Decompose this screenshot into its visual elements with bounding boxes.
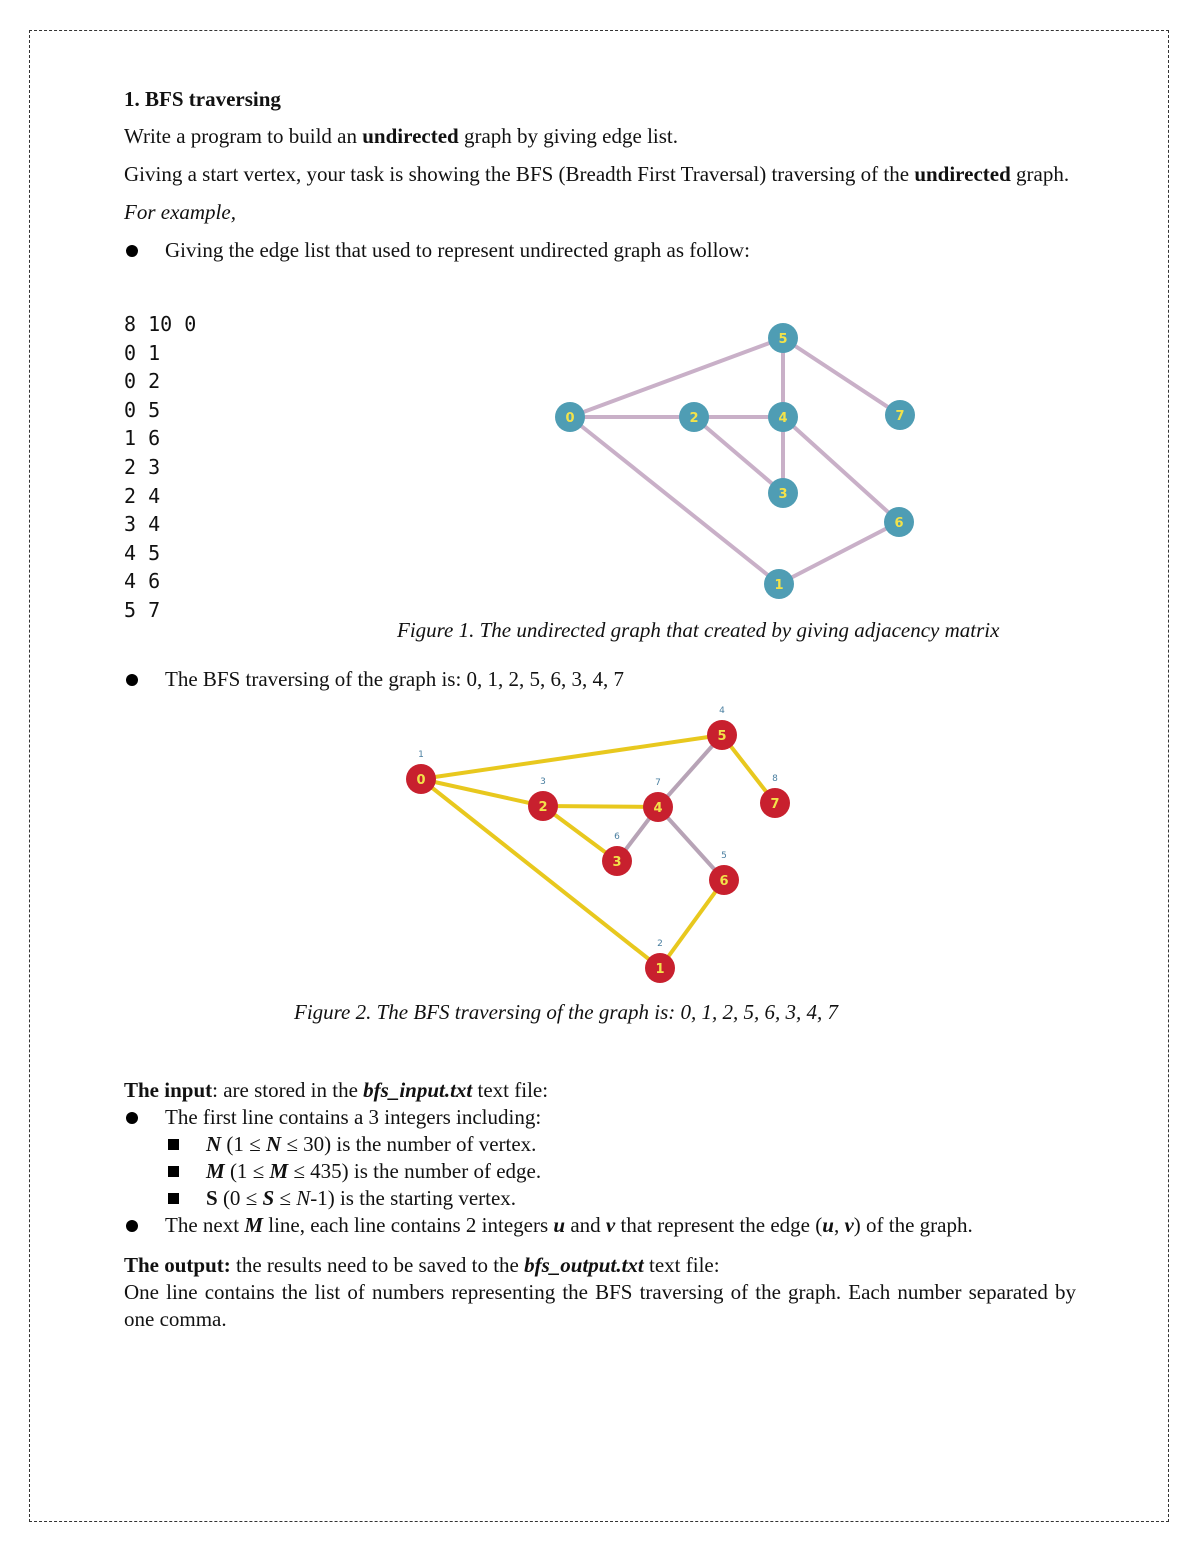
bullet-dot [126,1220,138,1232]
bold-term: undirected [914,162,1011,186]
graph-edge [783,338,900,415]
section-heading: 1. BFS traversing [124,87,281,111]
graph-node [885,400,915,430]
node-label: 3 [778,487,788,502]
node-label: 6 [719,874,729,889]
bullet-text: The BFS traversing of the graph is: 0, 1, 2, 5, 6, 3, 4, 7 [165,667,625,691]
graph-node [764,569,794,599]
input-label: The input [124,1078,213,1102]
sub-text: -1) is the starting vertex. [310,1186,517,1210]
graph-node [645,939,675,983]
visit-order-label: 7 [655,778,661,788]
intro-text: graph. [1010,162,1070,186]
intro-line-2 [124,161,1076,188]
figure-2-caption: Figure 2. The BFS traversing of the graph is: 0, 1, 2, 5, 6, 3, 4, 7 [294,1000,839,1024]
symbol-u: u [822,1213,834,1237]
symbol-v: v [844,1213,854,1237]
input-text: : are stored in the [212,1078,364,1102]
document-body [124,86,1076,274]
output-text: text file: [643,1253,720,1277]
visit-order-label: 6 [614,832,620,842]
square-bullet [168,1139,179,1150]
bullet-text: ) of the graph. [853,1213,973,1237]
symbol-n: N [296,1186,311,1210]
graph-node [406,750,436,794]
bfs-tree-edge [543,806,658,807]
visit-order-label: 4 [719,706,725,716]
input-n-item [124,1131,1076,1158]
graph-node [528,777,558,821]
node-label: 0 [565,411,575,426]
input-first-line [124,1104,1076,1131]
output-text: the results need to be saved to the [230,1253,525,1277]
graph-node [602,832,632,876]
node-label: 0 [416,773,426,788]
input-text: text file: [472,1078,549,1102]
input-m-item [124,1158,1076,1185]
output-section [124,1252,1076,1333]
figure-1-caption: Figure 1. The undirected graph that created by giving adjacency matrix [397,618,1000,642]
input-filename: bfs_input.txt [363,1078,473,1102]
input-section [124,1077,1076,1239]
intro-line-1 [124,123,1076,150]
node-label: 2 [689,411,699,426]
graph-edge [570,417,779,584]
graph-node [643,778,673,822]
visit-order-label: 1 [418,750,424,760]
bullet-text: and [565,1213,606,1237]
node-label: 3 [612,855,622,870]
edge-list-line: 8 10 0 [124,312,197,336]
node-label: 5 [778,332,788,347]
visit-order-label: 3 [540,777,546,787]
graph-node [707,706,737,750]
graph-node [884,507,914,537]
figure-2-graph [395,700,805,990]
symbol-m: M [269,1159,289,1183]
bullet-text: Giving the edge list that used to represent undirected graph as follow: [165,238,750,262]
edge-list-line: 4 5 [124,540,161,565]
edge-list-line: 2 4 [124,483,161,508]
graph-node [555,402,585,432]
node-label: 1 [774,578,784,593]
visit-order-label: 2 [657,939,663,949]
sub-text: ≤ 435) is the number of edge. [288,1159,542,1183]
symbol-s: S [262,1186,275,1210]
bullet-dot [126,245,138,257]
sub-text: (0 ≤ [217,1186,263,1210]
intro-text: graph by giving edge list. [458,124,679,148]
symbol-n: N [265,1132,282,1156]
bullet-dot [126,674,138,686]
node-label: 4 [653,801,663,816]
output-label: The output: [124,1253,231,1277]
edge-list-line: 3 4 [124,512,161,537]
graph-edge [783,417,899,522]
intro-text: Giving a start vertex, your task is showing the BFS (Breadth First Traversal) traversing of the [124,162,915,186]
graph-node [679,402,709,432]
bullet-text: that represent the edge ( [615,1213,823,1237]
bullet-text: The first line contains a 3 integers including: [165,1105,542,1129]
sub-text: (1 ≤ [221,1132,266,1156]
bullet-bfs-result [124,666,1117,693]
output-filename: bfs_output.txt [524,1253,644,1277]
symbol-v: v [605,1213,616,1237]
bullet-text: The next [165,1213,245,1237]
node-label: 6 [894,516,904,531]
node-label: 1 [655,962,665,977]
edge-list-line: 2 3 [124,454,161,479]
square-bullet [168,1166,179,1177]
sub-text: ≤ [274,1186,297,1210]
example-label: For example, [124,200,236,224]
graph-node [768,323,798,353]
edge-list-line: 5 7 [124,597,161,622]
bfs-tree-edge [421,735,722,779]
edge-list-line: 0 1 [124,340,161,365]
bullet-text: , [833,1213,845,1237]
node-label: 2 [538,800,548,815]
bullet-edge-list [124,237,1076,264]
graph-edge [694,417,783,493]
node-label: 4 [778,411,788,426]
symbol-m: M [206,1159,225,1183]
graph-node [709,851,739,895]
symbol-s: S [206,1186,218,1210]
symbol-u: u [553,1213,566,1237]
bullet-dot [126,1112,138,1124]
edge-list-line: 0 5 [124,397,161,422]
square-bullet [168,1193,179,1204]
visit-order-label: 5 [721,851,727,861]
edge-list-line: 1 6 [124,426,161,451]
intro-text: Write a program to build an [124,124,363,148]
visit-order-label: 8 [772,774,778,784]
graph-edge [779,522,899,584]
symbol-m: M [244,1213,263,1237]
edge-list [124,310,196,625]
graph-node [768,478,798,508]
node-label: 7 [895,409,905,424]
figure-1-graph [540,320,940,610]
bfs-tree-edge [660,880,724,968]
sub-text: (1 ≤ [224,1159,270,1183]
input-s-item [124,1185,1076,1212]
symbol-n: N [206,1132,222,1156]
graph-edge [570,338,783,417]
edge-list-line: 4 6 [124,569,161,594]
input-heading [124,1077,1076,1104]
graph-node [760,774,790,818]
graph-node [768,402,798,432]
node-label: 7 [770,797,780,812]
input-next-lines [124,1212,1076,1239]
node-label: 5 [717,729,727,744]
edge-list-line: 0 2 [124,369,161,394]
bullet-text: line, each line contains 2 integers [263,1213,554,1237]
bold-term: undirected [362,124,459,148]
output-heading [124,1252,1076,1279]
sub-text: ≤ 30) is the number of vertex. [281,1132,537,1156]
output-description: One line contains the list of numbers representing the BFS traversing of the graph. Each number separated by one comma. [124,1280,1076,1331]
